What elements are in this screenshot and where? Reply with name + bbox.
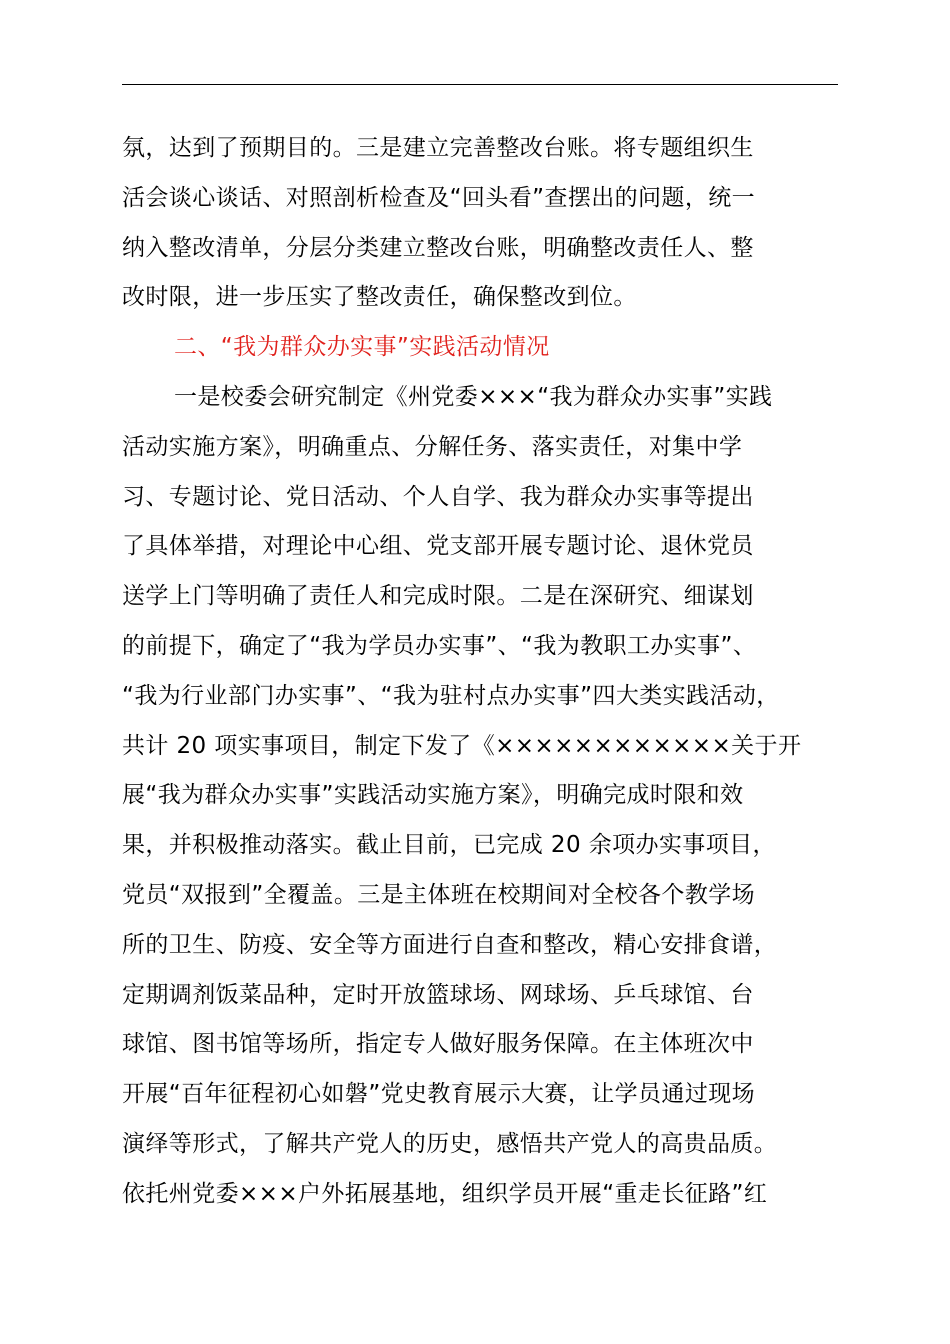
text-line: 活动实施方案》，明确重点、分解任务、落实责任，对集中学 xyxy=(122,433,743,460)
section-heading: 二、“我为群众办实事”实践活动情况 xyxy=(174,334,550,361)
text-line: 党员“双报到”全覆盖。三是主体班在校期间对全校各个教学场 xyxy=(122,881,756,908)
text-line: 纳入整改清单，分层分类建立整改台账，明确整改责任人、整 xyxy=(122,234,754,261)
document-body xyxy=(122,124,852,1220)
text-line: 了具体举措，对理论中心组、党支部开展专题讨论、退休党员 xyxy=(122,533,754,560)
text-line: 定期调剂饭菜品种，定时开放篮球场、网球场、乒乓球馆、台 xyxy=(122,981,754,1008)
text-line: 球馆、图书馆等场所，指定专人做好服务保障。在主体班次中 xyxy=(122,1031,754,1058)
text-line: 习、专题讨论、党日活动、个人自学、我为群众办实事等提出 xyxy=(122,483,754,510)
text-line: 依托州党委×××户外拓展基地，组织学员开展“重走长征路”红 xyxy=(122,1180,768,1207)
text-line: 氛，达到了预期目的。三是建立完善整改台账。将专题组织生 xyxy=(122,135,754,161)
text-line: 展“我为群众办实事”实践活动实施方案》，明确完成时限和效 xyxy=(122,782,744,809)
text-line: “我为行业部门办实事”、“我为驻村点办实事”四大类实践活动， xyxy=(122,682,780,709)
text-line: 共计 20 项实事项目，制定下发了《××××××××××××关于开 xyxy=(122,732,802,759)
text-line: 演绎等形式，了解共产党人的历史，感悟共产党人的高贵品质。 xyxy=(122,1130,778,1157)
text-line: 一是校委会研究制定《州党委×××“我为群众办实事”实践 xyxy=(174,383,773,410)
text-line: 开展“百年征程初心如磐”党史教育展示大赛，让学员通过现场 xyxy=(122,1081,756,1108)
text-line: 活会谈心谈话、对照剖析检查及“回头看”查摆出的问题，统一 xyxy=(122,184,756,211)
paragraph-2 xyxy=(122,373,852,1220)
text-line: 的前提下，确定了“我为学员办实事”、“我为教职工办实事”、 xyxy=(122,632,757,659)
text-line: 所的卫生、防疫、安全等方面进行自查和整改，精心安排食谱， xyxy=(122,931,778,958)
text-line: 送学上门等明确了责任人和完成时限。二是在深研究、细谋划 xyxy=(122,583,754,610)
header-rule xyxy=(122,84,838,85)
text-line: 果，并积极推动落实。截止目前，已完成 20 余项办实事项目， xyxy=(122,832,776,859)
paragraph-1 xyxy=(122,124,852,323)
text-line: 改时限，进一步压实了整改责任，确保整改到位。 xyxy=(122,284,637,311)
